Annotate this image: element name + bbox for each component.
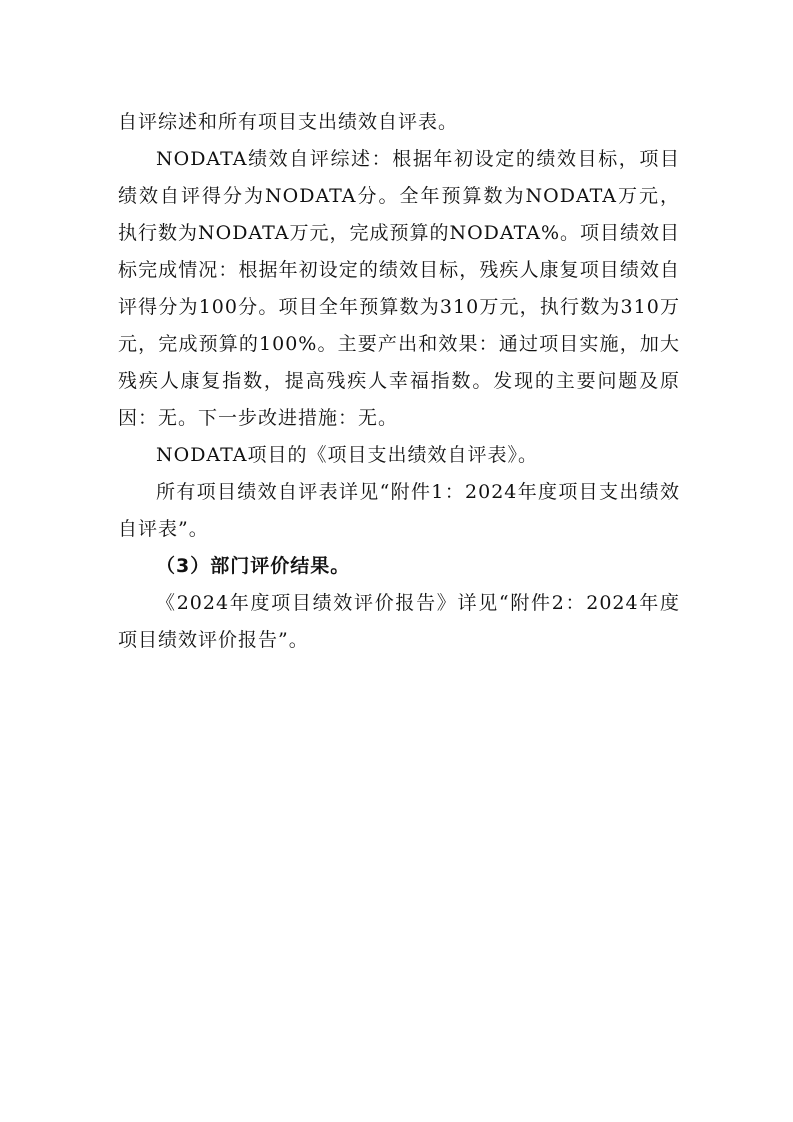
paragraph-self-evaluation-summary: NODATA绩效自评综述：根据年初设定的绩效目标，项目绩效自评得分为NODATA分。全年预算数为NODATA万元，执行数为NODATA万元，完成预算的NODATA%。项目绩效目标完成情况：根据年初设定的绩效目标，残疾人康复项目绩效自评得分为100分。项目全年预算数为310万元，执行数为310万元，完成预算的100%。主要产出和效果：通过项目实施，加大残疾人康复指数，提高残疾人幸福指数。发现的主要问题及原因：无。下一步改进措施：无。: [118, 148, 680, 429]
paragraph-project-table: NODATA项目的《项目支出绩效自评表》。: [156, 444, 538, 466]
paragraph-attachment-2: 《2024年度项目绩效评价报告》详见“附件2：2024年度项目绩效评价报告”。: [118, 592, 680, 651]
document-body: [118, 104, 680, 659]
paragraph-attachment-1: 所有项目绩效自评表详见“附件1：2024年度项目支出绩效自评表”。: [118, 481, 680, 540]
section-heading-department-evaluation: （3）部门评价结果。: [156, 555, 351, 577]
paragraph-intro-continuation: 自评综述和所有项目支出绩效自评表。: [118, 111, 459, 133]
